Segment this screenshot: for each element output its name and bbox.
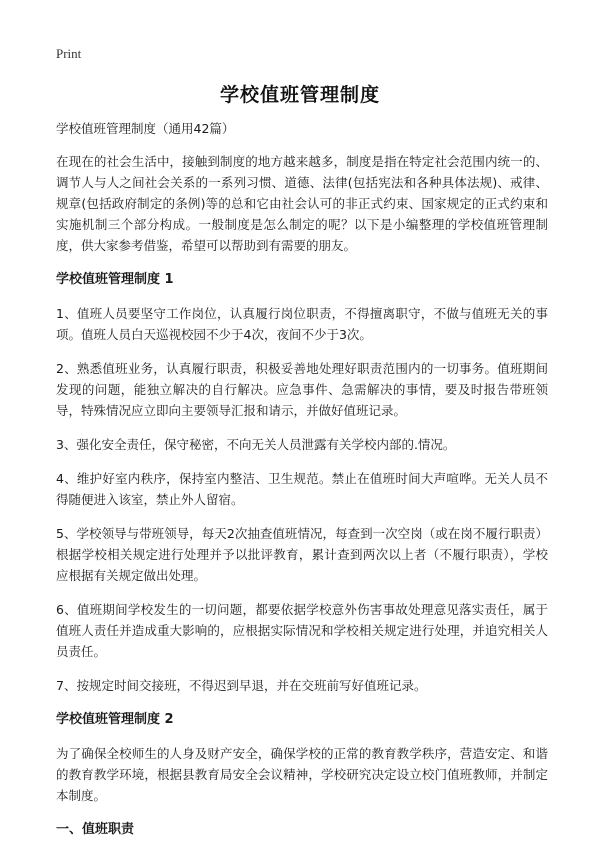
list-item: 2、熟悉值班业务，认真履行职责，积极妥善地处理好职责范围内的一切事务。值班期间发现的问题，能独立解决的自行解决。应急事件、急需解决的事情，要及时报告带班领导，特殊情况应立即向主要领导汇报和请示，并做好值班记录。 [56, 361, 548, 418]
duty-responsibilities-heading: 一、值班职责 [56, 822, 135, 837]
print-label: Print [56, 46, 82, 61]
list-item: 4、维护好室内秩序，保持室内整洁、卫生规范。禁止在值班时间大声喧哗。无关人员不得随便进入该室，禁止外人留宿。 [56, 471, 548, 507]
list-item: 7、按规定时间交接班，不得迟到早退，并在交班前写好值班记录。 [56, 678, 427, 693]
intro-paragraph: 在现在的社会生活中，接触到制度的地方越来越多，制度是指在特定社会范围内统一的、调节人与人之间社会关系的一系列习惯、道德、法律(包括宪法和各种具体法规)、戒律、规章(包括政府制定的条例)等的总和它由社会认可的非正式约束、国家规定的正式约束和实施机制三个部分构成。一般制度是怎么制定的呢？以下是小编整理的学校值班管理制度，供大家参考借鉴，希望可以帮助到有需要的朋友。 [56, 154, 548, 253]
page-title: 学校值班管理制度 [219, 84, 380, 106]
list-item: 3、强化安全责任，保守秘密，不向无关人员泄露有关学校内部的.情况。 [56, 437, 456, 452]
list-item: 1、值班人员要坚守工作岗位，认真履行岗位职责，不得擅离职守，不做与值班无关的事项。值班人员白天巡视校园不少于4次，夜间不少于3次。 [56, 306, 548, 342]
section-2-paragraph: 为了确保全校师生的人身及财产安全，确保学校的正常的教育教学秩序，营造安定、和谐的教育教学环境，根据县教育局安全会议精神，学校研究决定设立校门值班教师，并制定本制度。 [56, 746, 548, 803]
section-heading-2: 学校值班管理制度 2 [56, 712, 174, 727]
document-body [56, 118, 548, 853]
section-heading-1: 学校值班管理制度 1 [56, 272, 174, 287]
list-item: 6、值班期间学校发生的一切问题，都要依据学校意外伤害事故处理意见落实责任，属于值班人责任并造成重大影响的，应根据实际情况和学校相关规定进行处理，并追究相关人员责任。 [56, 602, 548, 659]
document-subtitle: 学校值班管理制度（通用42篇） [56, 121, 235, 136]
list-item: 5、学校领导与带班领导，每天2次抽查值班情况，每查到一次空岗（或在岗不履行职责）根据学校相关规定进行处理并予以批评教育，累计查到两次以上者（不履行职责），学校应根据有关规定做出处理。 [56, 526, 548, 583]
